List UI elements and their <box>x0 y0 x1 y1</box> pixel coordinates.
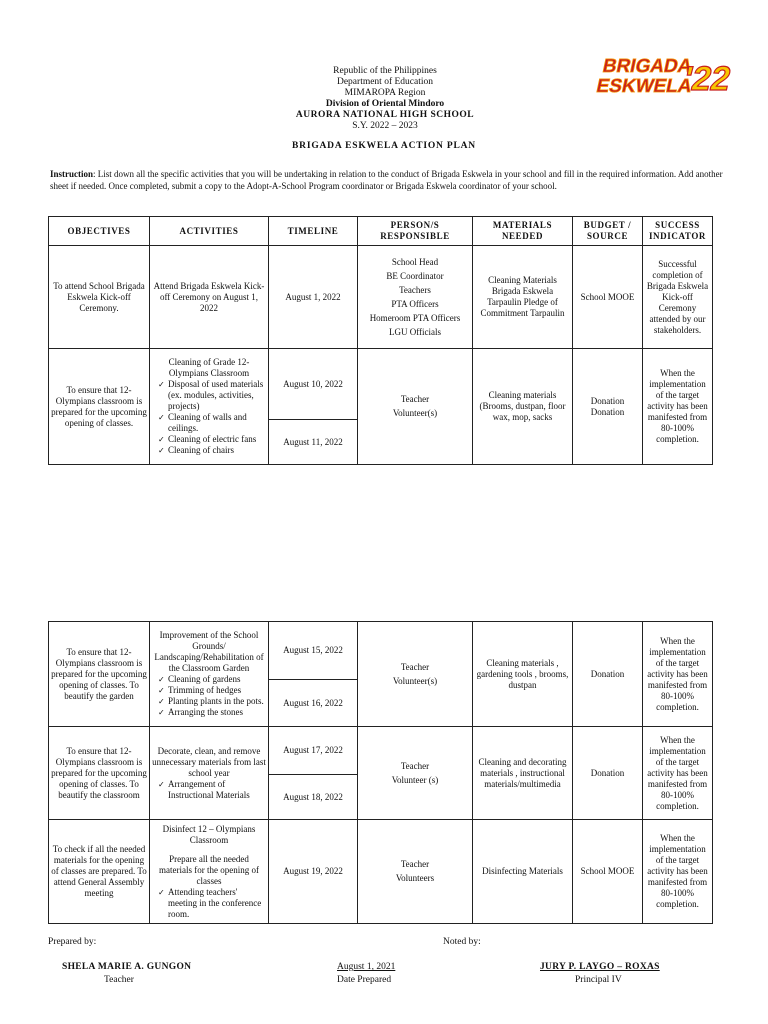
page-title: BRIGADA ESKWELA ACTION PLAN <box>292 141 476 151</box>
timeline-cell: August 11, 2022 <box>269 420 358 465</box>
objective-cell: To attend School Brigada Eskwela Kick-off Ceremony. <box>49 246 150 349</box>
budget-cell: School MOOE <box>573 246 643 349</box>
logo-year: '22 <box>680 60 735 98</box>
checklist-item: ✓ Cleaning of gardens <box>158 674 266 685</box>
person-entry: PTA Officers <box>391 298 439 309</box>
success-cell: When the implementation of the target activity has been manifested from 80-100% completion. <box>643 727 713 820</box>
logo-word-eskwela: ESKWELA <box>594 76 694 97</box>
header-line-deped: Department of Education <box>336 77 434 87</box>
activity-checklist <box>152 779 266 801</box>
success-cell: When the implementation of the target activity has been manifested from 80-100% completion. <box>643 349 713 465</box>
table-row <box>49 727 713 775</box>
person-entry: Teacher <box>400 859 430 869</box>
activity-cell <box>150 820 269 924</box>
checklist-item: ✓ Arrangement of Instructional Materials <box>158 779 266 801</box>
person-entry: Teachers <box>399 284 431 295</box>
materials-cell: Cleaning materials , gardening tools , brooms, dustpan <box>473 622 573 727</box>
checklist-item: ✓ Trimming of hedges <box>158 685 266 696</box>
header-line-region: MIMAROPA Region <box>344 88 426 98</box>
checklist-item: ✓ Arranging the stones <box>158 707 266 718</box>
person-entry: School Head <box>391 256 439 267</box>
person-entry: Volunteer (s) <box>391 774 439 785</box>
checklist-item: ✓ Cleaning of walls and ceilings. <box>158 412 266 434</box>
activity-subtitle: Prepare all the needed materials for the opening of classes <box>159 853 259 886</box>
person-entry: Volunteers <box>395 873 435 883</box>
materials-cell: Cleaning materials (Brooms, dustpan, floor wax, mop, sacks <box>473 349 573 465</box>
instruction-paragraph <box>50 169 730 192</box>
activity-cell <box>150 727 269 820</box>
noter-name: JURY P. LAYGO – ROXAS <box>540 962 660 972</box>
brigada-eskwela-logo <box>594 52 744 104</box>
budget-cell <box>573 349 643 465</box>
materials-cell: Disinfecting Materials <box>473 820 573 924</box>
person-entry: BE Coordinator <box>386 270 444 281</box>
timeline-cell: August 1, 2022 <box>269 246 358 349</box>
table-row <box>49 622 713 680</box>
checklist-item: ✓ Cleaning of chairs <box>158 445 266 456</box>
activity-cell <box>150 622 269 727</box>
persons-cell <box>358 820 473 924</box>
person-entry: Volunteer(s) <box>392 408 438 418</box>
timeline-cell: August 15, 2022 <box>269 622 358 680</box>
person-entry: LGU Officials <box>388 326 442 337</box>
person-entry: Teacher <box>400 661 430 672</box>
instruction-label: Instruction <box>50 169 94 179</box>
checklist-item: ✓ Disposal of used materials (ex. modules, activities, projects) <box>158 379 266 412</box>
preparer-role: Teacher <box>104 975 134 985</box>
preparer-name: SHELA MARIE A. GUNGON <box>62 962 192 972</box>
header-school-year: S.Y. 2022 – 2023 <box>352 121 418 131</box>
table-header-row <box>49 217 713 246</box>
header-school: AURORA NATIONAL HIGH SCHOOL <box>295 110 475 120</box>
objective-cell: To ensure that 12-Olympians classroom is prepared for the upcoming opening of classes. To beautify the classroom <box>49 727 150 820</box>
column-header-activities: ACTIVITIES <box>150 217 269 246</box>
person-entry: Volunteer(s) <box>392 675 438 686</box>
objective-cell: To check if all the needed materials for the opening of classes are prepared. To attend General Assembly meeting <box>49 820 150 924</box>
activity-cell: Attend Brigada Eskwela Kick-off Ceremony on August 1, 2022 <box>150 246 269 349</box>
table-row <box>49 349 713 420</box>
checklist-item: ✓ Attending teachers' meeting in the conference room. <box>158 887 266 920</box>
date-prepared-value: August 1, 2021 <box>337 962 396 972</box>
instruction-text: : List down all the specific activities that you will be undertaking in relation to the conduct of Brigada Eskwela in your school and fill in the required information. Add another sheet if needed. Once completed, submit a copy to the Adopt-A-School Program coordinator or Brigada Eskwela coordinator of your school. <box>50 169 723 191</box>
timeline-cell: August 18, 2022 <box>269 775 358 820</box>
materials-cell: Cleaning and decorating materials , instructional materials/multimedia <box>473 727 573 820</box>
objective-cell: To ensure that 12-Olympians classroom is prepared for the upcoming opening of classes. To beautify the garden <box>49 622 150 727</box>
person-entry: Teacher <box>400 394 430 404</box>
checklist-item: ✓ Cleaning of electric fans <box>158 434 266 445</box>
person-entry: Homeroom PTA Officers <box>369 312 461 323</box>
logo-word-brigada: BRIGADA <box>600 56 694 77</box>
prepared-by-label: Prepared by: <box>48 937 97 947</box>
timeline-cell: August 10, 2022 <box>269 349 358 420</box>
persons-cell <box>358 349 473 465</box>
letterhead <box>230 66 540 132</box>
action-plan-table-part1 <box>48 216 713 465</box>
timeline-cell: August 17, 2022 <box>269 727 358 775</box>
activity-checklist <box>152 379 266 456</box>
noter-role: Principal IV <box>575 975 622 985</box>
timeline-cell: August 16, 2022 <box>269 680 358 727</box>
action-plan-table-part2 <box>48 621 713 924</box>
column-header-objectives: OBJECTIVES <box>49 217 150 246</box>
column-header-materials: MATERIALS NEEDED <box>473 217 573 246</box>
table-row <box>49 246 713 349</box>
column-header-success: SUCCESS INDICATOR <box>643 217 713 246</box>
budget-entry: Donation <box>590 395 625 406</box>
column-header-persons: PERSON/S RESPONSIBLE <box>358 217 473 246</box>
header-division: Division of Oriental Mindoro <box>325 99 445 109</box>
column-header-budget: BUDGET / SOURCE <box>573 217 643 246</box>
table-row <box>49 820 713 924</box>
activity-title: Disinfect 12 – Olympians Classroom <box>162 823 256 845</box>
checklist-item: ✓ Planting plants in the pots. <box>158 696 266 707</box>
budget-cell: Donation <box>573 622 643 727</box>
budget-cell: School MOOE <box>573 820 643 924</box>
person-entry: Teacher <box>400 760 430 771</box>
activity-checklist <box>152 674 266 718</box>
success-cell: When the implementation of the target activity has been manifested from 80-100% completion. <box>643 820 713 924</box>
date-prepared-label: Date Prepared <box>337 975 392 985</box>
activity-cell <box>150 349 269 465</box>
persons-cell <box>358 727 473 820</box>
persons-cell <box>358 622 473 727</box>
budget-entry: Donation <box>590 406 625 417</box>
activity-checklist <box>152 887 266 920</box>
success-cell: When the implementation of the target activity has been manifested from 80-100% completion. <box>643 622 713 727</box>
materials-cell: Cleaning Materials Brigada Eskwela Tarpaulin Pledge of Commitment Tarpaulin <box>473 246 573 349</box>
budget-cell: Donation <box>573 727 643 820</box>
timeline-cell: August 19, 2022 <box>269 820 358 924</box>
header-line-republic: Republic of the Philippines <box>333 66 437 76</box>
activity-title: Improvement of the School Grounds/ Landscaping/Rehabilitation of the Classroom Garden <box>154 630 264 673</box>
activity-title: Cleaning of Grade 12-Olympians Classroom <box>168 357 250 378</box>
noted-by-label: Noted by: <box>443 937 481 947</box>
success-cell: Successful completion of Brigada Eskwela Kick-off Ceremony attended by our stakeholders. <box>643 246 713 349</box>
column-header-timeline: TIMELINE <box>269 217 358 246</box>
objective-cell: To ensure that 12-Olympians classroom is prepared for the upcoming opening of classes. <box>49 349 150 465</box>
activity-title: Decorate, clean, and remove unnecessary materials from last school year <box>152 745 266 778</box>
persons-cell <box>358 246 473 349</box>
